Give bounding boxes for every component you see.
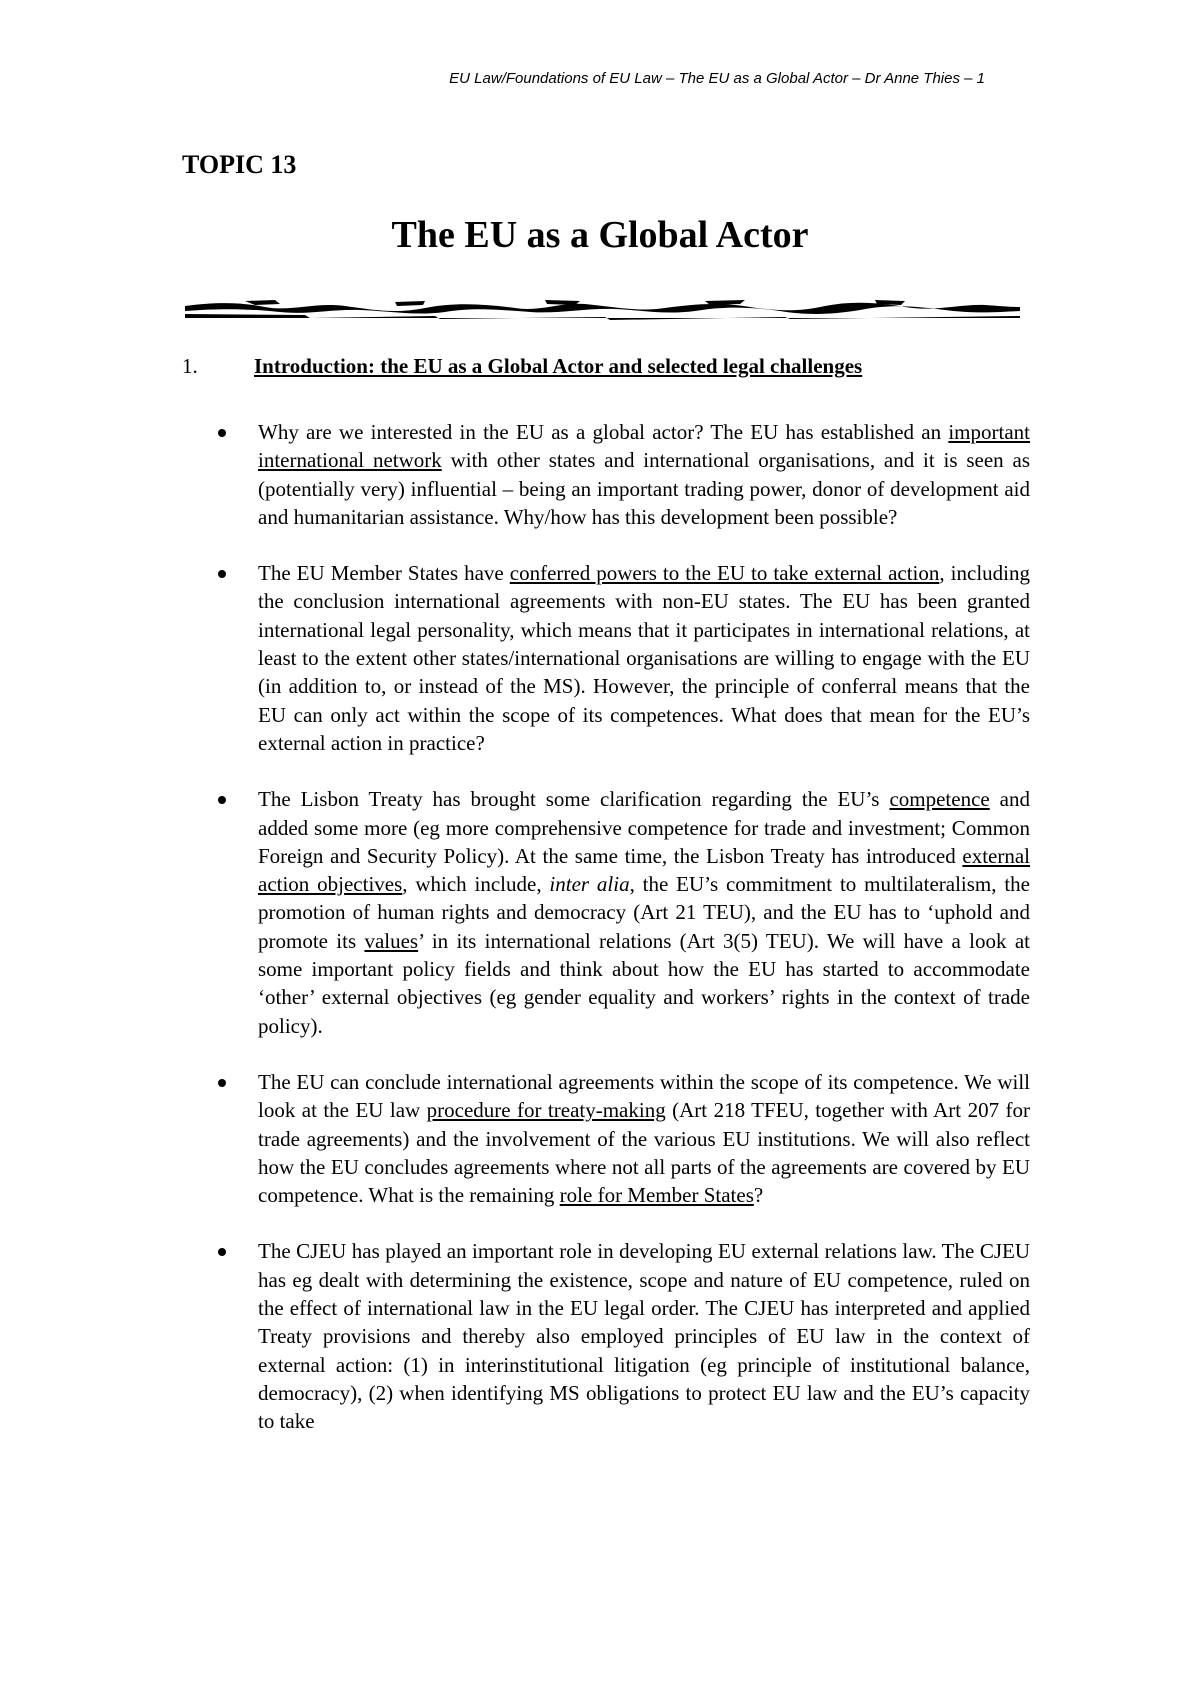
bullet-item: [200, 785, 1030, 1040]
underlined-text: conferred powers to the EU to take external action: [509, 561, 940, 586]
section-number: 1.: [182, 354, 198, 378]
paragraph-text: , the EU’s commitment to multilateralism, the promotion of human rights and democracy (Art 21 TEU), and the EU has to ‘uphold and promote its: [258, 872, 1030, 953]
underlined-text: values: [364, 928, 419, 953]
bullet-point-icon: [218, 429, 226, 437]
section-heading: [182, 354, 1022, 379]
paragraph-text: The EU Member States have: [258, 561, 510, 586]
underlined-text: important international network: [258, 420, 1030, 473]
underlined-text: competence: [889, 787, 990, 812]
bullet-item: [200, 1068, 1030, 1209]
paragraph-text: with other states and international organisations, and it is seen as (potentially very) influential – being an important trading power, donor of development aid and humanitarian assistance. Why/how has this development been possible?: [258, 448, 1030, 529]
underlined-text: role for Member States: [559, 1183, 754, 1208]
section-title: Introduction: the EU as a Global Actor and selected legal challenges: [254, 354, 863, 378]
paragraph-text: The Lisbon Treaty has brought some clarification regarding the EU’s: [258, 787, 890, 812]
paragraph-text: The EU can conclude international agreements within the scope of its competence. We will look at the EU law: [258, 1069, 1030, 1123]
bullet-point-icon: [218, 796, 226, 804]
paragraph-text: and added some more (eg more comprehensive competence for trade and investment; Common Foreign and Security Policy). At the same time, the Lisbon Treaty has introduced: [258, 787, 1030, 868]
bullet-point-icon: [218, 1248, 226, 1256]
topic-label: TOPIC 13: [182, 150, 297, 179]
paragraph-text: ’ in its international relations (Art 3(5) TEU). We will have a look at some important policy fields and think about how the EU has started to accommodate ‘other’ external objectives (eg gender equality and workers’ rights in the context of trade policy).: [258, 928, 1030, 1038]
paragraph-text: (Art 218 TFEU, together with Art 207 for trade agreements) and the involvement of the various EU institutions. We will also reflect how the EU concludes agreements where not all parts of the agreements are covered by EU competence. What is the remaining: [258, 1098, 1030, 1208]
bullet-item: [200, 1237, 1030, 1435]
bullet-item: [200, 418, 1030, 531]
underlined-text: procedure for treaty-making: [426, 1098, 666, 1123]
bullet-list: [200, 418, 1030, 1464]
paragraph-text: , including the conclusion international agreements with non-EU states. The EU has been granted international legal personality, which means that it participates in international relations, at least to the extent other states/international organisations are willing to engage with the EU (in addition to, or instead of the MS). However, the principle of conferral means that the EU can only act within the scope of its competences. What does that mean for the EU’s external action in practice?: [258, 561, 1030, 755]
bullet-point-icon: [218, 1079, 226, 1087]
paragraph-text: Why are we interested in the EU as a global actor? The EU has established an: [258, 420, 949, 444]
paragraph-text: ?: [753, 1183, 764, 1208]
underlined-text: external action objectives: [258, 843, 1030, 897]
running-header: EU Law/Foundations of EU Law – The EU as a Global Actor – Dr Anne Thies – 1: [449, 70, 985, 87]
bullet-point-icon: [218, 570, 226, 578]
bullet-item: [200, 559, 1030, 757]
paragraph-text: , which include,: [402, 872, 550, 897]
italic-text: inter alia: [549, 872, 630, 897]
decorative-divider: [185, 298, 1020, 322]
paragraph-text: The CJEU has played an important role in developing EU external relations law. The CJEU has eg dealt with determining the existence, scope and nature of EU competence, ruled on the effect of international law in the EU legal order. The CJEU has interpreted and applied Treaty provisions and thereby also employed principles of EU law in the context of external action: (1) in interinstitutional litigation (eg principle of institutional balance, democracy), (2) when identifying MS obligations to protect EU law and the EU’s capacity to take: [258, 1239, 1030, 1434]
page-title: The EU as a Global Actor: [391, 214, 809, 256]
